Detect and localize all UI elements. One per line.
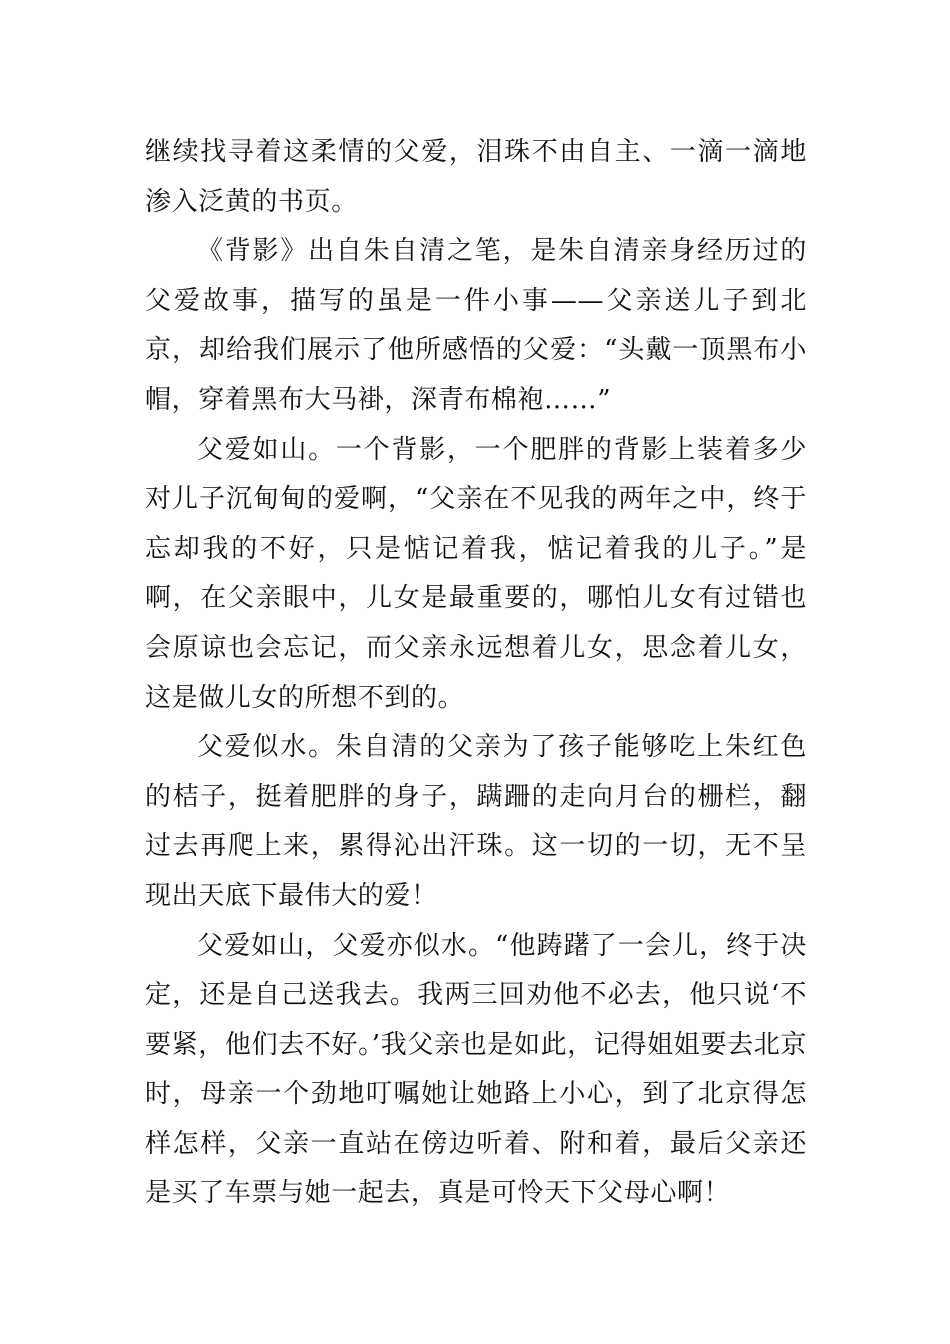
paragraph-4: 父爱似水。朱自清的父亲为了孩子能够吃上朱红色的桔子，挺着肥胖的身子，蹒跚的走向月台的栅栏，翻过去再爬上来，累得沁出汗珠。这一切的一切，无不呈现出天底下最伟大的爱！ — [145, 732, 807, 911]
paragraph-1: 继续找寻着这柔情的父爱，泪珠不由自主、一滴一滴地渗入泛黄的书页。 — [145, 137, 807, 217]
paragraph-2: 《背影》出自朱自清之笔，是朱自清亲身经历过的父爱故事，描写的虽是一件小事——父亲送儿子到北京，却给我们展示了他所感悟的父爱：“头戴一顶黑布小帽，穿着黑布大马褂，深青布棉袍……” — [145, 236, 807, 415]
paragraph-5: 父爱如山，父爱亦似水。“他踌躇了一会儿，终于决定，还是自己送我去。我两三回劝他不必去，他只说‘不要紧，他们去不好。’我父亲也是如此，记得姐姐要去北京时，母亲一个劲地叮嘱她让她路上小心，到了北京得怎样怎样，父亲一直站在傍边听着、附和着，最后父亲还是买了车票与她一起去，真是可怜天下父母心啊！ — [145, 930, 807, 1209]
article-body — [145, 128, 807, 1219]
paragraph-3: 父爱如山。一个背影，一个肥胖的背影上装着多少对儿子沉甸甸的爱啊，“父亲在不见我的两年之中，终于忘却我的不好，只是惦记着我，惦记着我的儿子。”是啊，在父亲眼中，儿女是最重要的，哪怕儿女有过错也会原谅也会忘记，而父亲永远想着儿女，思念着儿女，这是做儿女的所想不到的。 — [145, 434, 807, 713]
